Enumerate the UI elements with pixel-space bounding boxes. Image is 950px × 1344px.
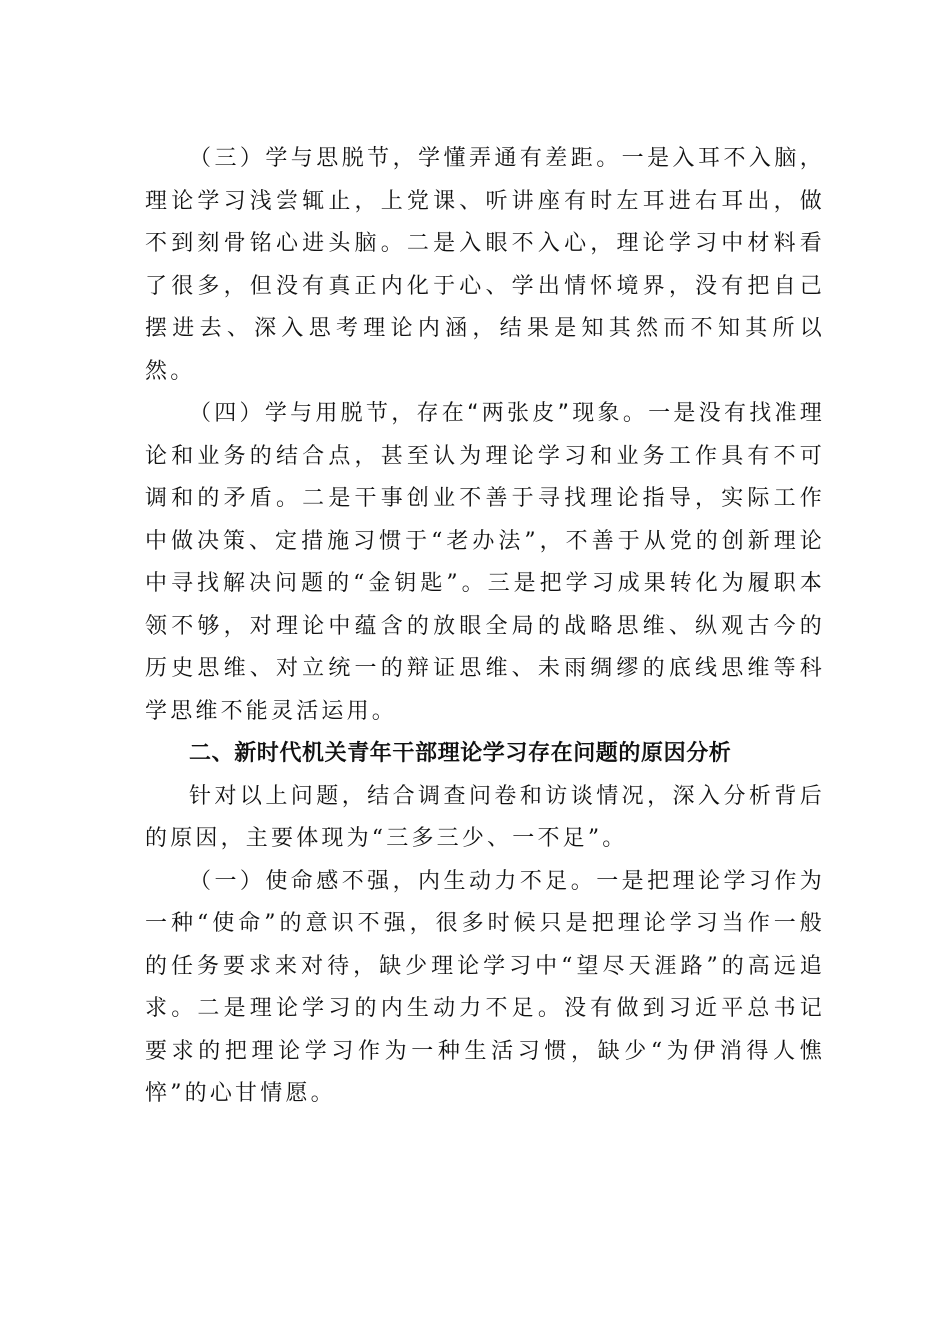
paragraph-four [145, 393, 825, 733]
paragraph-three-text: 一是入耳不入脑，理论学习浅尝辄止，上党课、听讲座有时左耳进右耳出，做不到刻骨铭心进头脑。二是入眼不入心，理论学习中材料看了很多，但没有真正内化于心、学出情怀境界，没有把自己摆进去、深入思考理论内涵，结果是知其然而不知其所以然。 [145, 146, 825, 384]
paragraph-one-lead: （一）使命感不强，内生动力不足。 [189, 868, 597, 894]
paragraph-three [145, 138, 825, 393]
intro-paragraph: 针对以上问题，结合调查问卷和访谈情况，深入分析背后的原因，主要体现为“三多三少、一不足”。 [145, 783, 825, 851]
paragraph-four-lead: （四）学与用脱节，存在“两张皮”现象。 [189, 401, 649, 426]
paragraph-three-lead: （三）学与思脱节，学懂弄通有差距。 [189, 146, 622, 171]
paragraph-one-text: 一是把理论学习作为一种“使命”的意识不强，很多时候只是把理论学习当作一般的任务要求来对待，缺少理论学习中“望尽天涯路”的高远追求。二是理论学习的内生动力不足。没有做到习近平总书记要求的把理论学习作为一种生活习惯，缺少“为伊消得人憔悴”的心甘情愿。 [145, 868, 825, 1106]
section-heading: 二、新时代机关青年干部理论学习存在问题的原因分析 [189, 741, 732, 766]
paragraph-one [145, 861, 825, 1116]
paragraph-four-text: 一是没有找准理论和业务的结合点，甚至认为理论学习和业务工作具有不可调和的矛盾。二是干事创业不善于寻找理论指导，实际工作中做决策、定措施习惯于“老办法”，不善于从党的创新理论中寻找解决问题的“金钥匙”。三是把学习成果转化为履职本领不够，对理论中蕴含的放眼全局的战略思维、纵观古今的历史思维、对立统一的辩证思维、未雨绸缪的底线思维等科学思维不能灵活运用。 [145, 401, 825, 724]
document-body [145, 138, 825, 1116]
